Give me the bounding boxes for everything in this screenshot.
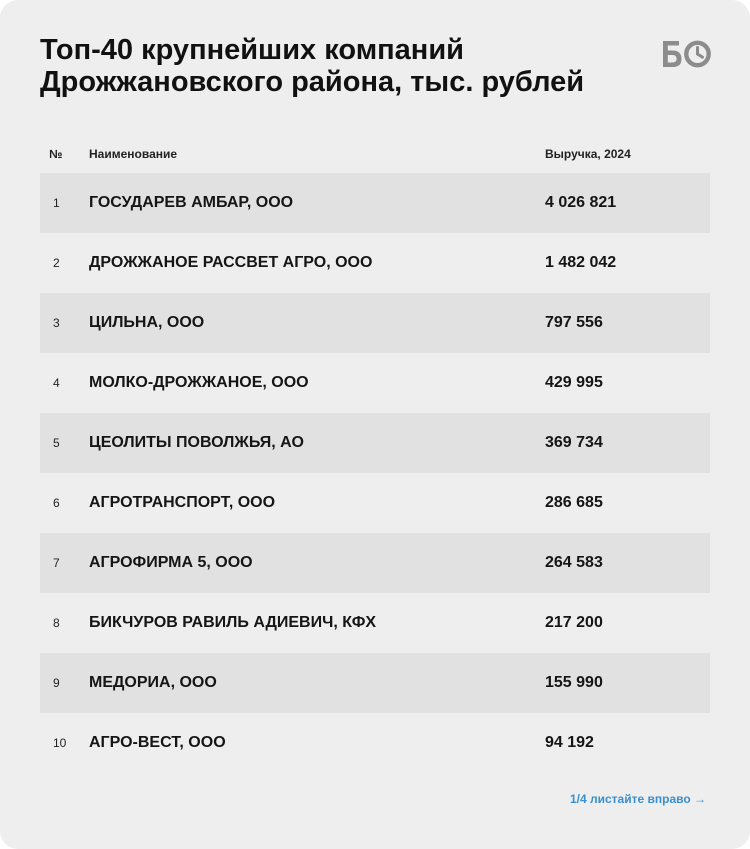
table-row [40, 353, 710, 413]
header-revenue: Выручка, 2024 [545, 147, 631, 161]
header-name: Наименование [89, 147, 178, 161]
bo-clock-logo-icon [660, 39, 712, 69]
row-number: 4 [53, 376, 60, 390]
table-row [40, 233, 710, 293]
pager-hint-link[interactable]: 1/4 листайте вправо → [569, 792, 706, 806]
company-revenue: 155 990 [545, 674, 603, 691]
page-title: Топ-40 крупнейших компаний Дрожжановского района, тыс. рублей [40, 34, 585, 98]
table-row [40, 653, 710, 713]
row-number: 1 [53, 196, 60, 210]
bo-logo [660, 39, 712, 69]
company-revenue: 797 556 [545, 314, 603, 331]
row-number: 5 [53, 436, 60, 450]
table-row [40, 293, 710, 353]
companies-table [40, 173, 710, 773]
row-number: 2 [53, 256, 60, 270]
company-name: ДРОЖЖАНОЕ РАССВЕТ АГРО, ООО [89, 254, 373, 271]
table-row [40, 173, 710, 233]
company-name: МОЛКО-ДРОЖЖАНОЕ, ООО [89, 374, 309, 391]
table-row [40, 413, 710, 473]
company-name: ЦИЛЬНА, ООО [89, 314, 205, 331]
company-name: АГРО-ВЕСТ, ООО [89, 734, 226, 751]
table-row [40, 473, 710, 533]
company-revenue: 1 482 042 [545, 254, 617, 271]
row-number: 3 [53, 316, 60, 330]
company-revenue: 286 685 [545, 494, 603, 511]
row-number: 9 [53, 676, 60, 690]
company-revenue: 217 200 [545, 614, 603, 631]
company-revenue: 264 583 [545, 554, 603, 571]
company-revenue: 4 026 821 [545, 194, 617, 211]
company-revenue: 369 734 [545, 434, 603, 451]
table-row [40, 533, 710, 593]
row-number: 8 [53, 616, 60, 630]
company-name: БИКЧУРОВ РАВИЛЬ АДИЕВИЧ, КФХ [89, 614, 377, 631]
header-number: № [49, 147, 63, 161]
company-name: АГРОТРАНСПОРТ, ООО [89, 494, 276, 511]
table-header [40, 140, 710, 168]
company-revenue: 429 995 [545, 374, 603, 391]
company-name: ГОСУДАРЕВ АМБАР, ООО [89, 194, 294, 211]
row-number: 7 [53, 556, 60, 570]
row-number: 6 [53, 496, 60, 510]
company-name: АГРОФИРМА 5, ООО [89, 554, 253, 571]
table-row [40, 713, 710, 773]
company-name: ЦЕОЛИТЫ ПОВОЛЖЬЯ, АО [89, 434, 304, 451]
company-revenue: 94 192 [545, 734, 594, 751]
row-number: 10 [53, 736, 67, 750]
company-name: МЕДОРИА, ООО [89, 674, 217, 691]
table-row [40, 593, 710, 653]
